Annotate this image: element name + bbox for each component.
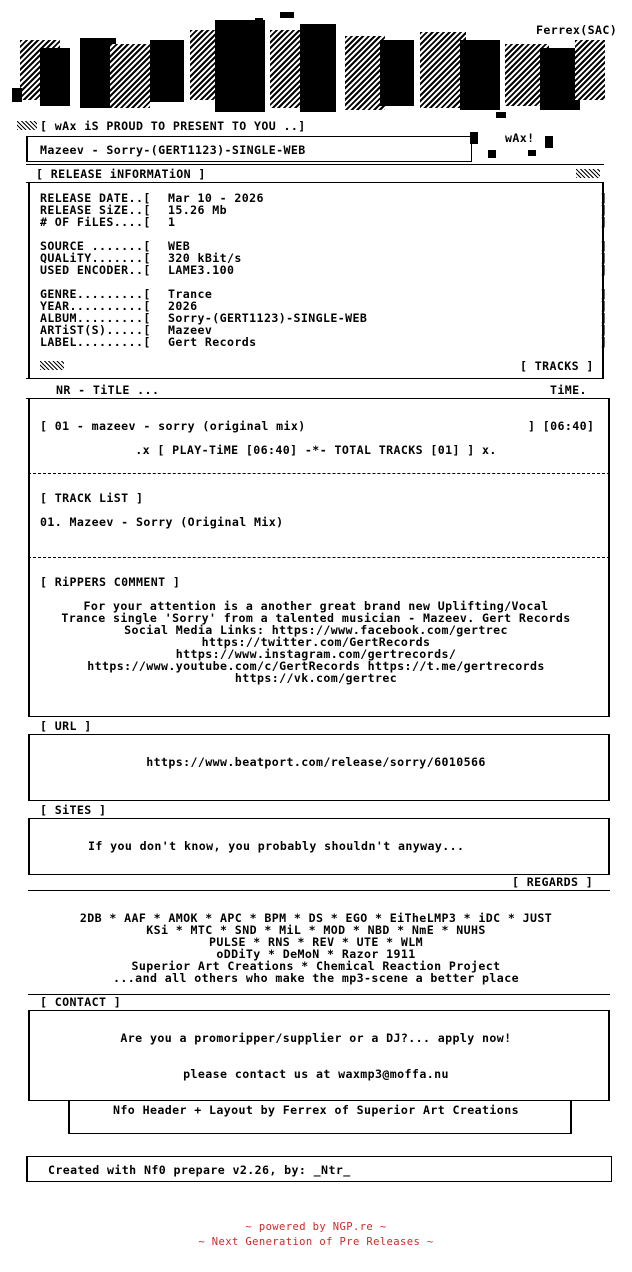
info-row-bracket: ] (600, 239, 608, 253)
regards-line: oDDiTy * DeMoN * Razor 1911 (216, 947, 416, 961)
footer-tagline: ~ Next Generation of Pre Releases ~ (198, 1236, 434, 1248)
tracks-label: [ TRACKS ] (520, 359, 594, 373)
url-label: [ URL ] (40, 719, 92, 733)
proud-line: [ wAx iS PROUD TO PRESENT TO YOU ..] (40, 119, 306, 133)
created-with: Created with Nf0 prepare v2.26, by: _Ntr_ (48, 1163, 351, 1177)
info-row-bracket: ] (600, 287, 608, 301)
col-title-header: NR - TiTLE ... (56, 383, 160, 397)
info-row-value: Gert Records (168, 335, 257, 349)
info-row-bracket: ] (600, 335, 608, 349)
info-row-bracket: ] (600, 191, 608, 205)
track-list-item: 01. Mazeev - Sorry (Original Mix) (40, 515, 284, 529)
info-row-label: GENRE.........[ (40, 287, 151, 301)
info-row-value: Sorry-(GERT1123)-SINGLE-WEB (168, 311, 368, 325)
info-row-label: ARTiST(S).....[ (40, 323, 151, 337)
rippers-comment-line: https://www.instagram.com/gertrecords/ (175, 647, 457, 661)
wax-tag: wAx! (505, 131, 535, 145)
info-row-value: 2026 (168, 299, 198, 313)
col-time-header: TiME. (550, 383, 587, 397)
info-row-label: SOURCE .......[ (40, 239, 151, 253)
contact-apply-line: Are you a promoripper/supplier or a DJ?... apply now! (120, 1031, 512, 1045)
regards-label: [ REGARDS ] (512, 875, 594, 889)
track-entry-time: ] [06:40] (528, 419, 595, 433)
info-row-label: RELEASE SiZE..[ (40, 203, 151, 217)
info-row-value: WEB (168, 239, 191, 253)
regards-line: PULSE * RNS * REV * UTE * WLM (208, 935, 424, 949)
hatch-ornament (40, 361, 64, 370)
info-row-value: 1 (168, 215, 176, 229)
info-row-value: Trance (168, 287, 213, 301)
info-row-label: YEAR..........[ (40, 299, 151, 313)
regards-line: Superior Art Creations * Chemical Reaction Project (131, 959, 501, 973)
rippers-comment-line: Trance single 'Sorry' from a talented musician - Mazeev. Gert Records (61, 611, 571, 625)
info-row-bracket: ] (600, 203, 608, 217)
info-row-value: LAME3.100 (168, 263, 235, 277)
regards-line: KSi * MTC * SND * MiL * MOD * NBD * NmE * NUHS (146, 923, 486, 937)
info-row-value: Mar 10 - 2026 (168, 191, 264, 205)
rippers-comment-line: https://vk.com/gertrec (234, 671, 398, 685)
track-entry: [ 01 - mazeev - sorry (original mix) (40, 419, 306, 433)
track-list-label: [ TRACK LiST ] (40, 491, 144, 505)
play-time-summary: .x [ PLAY-TiME [06:40] -*- TOTAL TRACKS [01] ] x. (135, 443, 497, 457)
info-row-label: QUALiTY.......[ (40, 251, 151, 265)
hatch-ornament (17, 121, 37, 130)
rippers-comment-label: [ RiPPERS C0MMENT ] (40, 575, 181, 589)
info-row-value: 15.26 Mb (168, 203, 228, 217)
info-row-bracket: ] (600, 263, 608, 277)
info-row-bracket: ] (600, 299, 608, 313)
rippers-comment-line: Social Media Links: https://www.facebook.com/gertrec (124, 623, 508, 637)
info-row-label: RELEASE DATE..[ (40, 191, 151, 205)
regards-line: ...and all others who make the mp3-scene a better place (113, 971, 519, 985)
rippers-comment-line: For your attention is a another great brand new Uplifting/Vocal (83, 599, 549, 613)
info-row-value: Mazeev (168, 323, 213, 337)
info-row-label: # OF FiLES....[ (40, 215, 151, 229)
info-row-value: 320 kBit/s (168, 251, 242, 265)
info-row-label: ALBUM.........[ (40, 311, 151, 325)
rippers-comment-line: https://www.youtube.com/c/GertRecords https://t.me/gertrecords (87, 659, 545, 673)
release-url[interactable]: https://www.beatport.com/release/sorry/6010566 (146, 755, 486, 769)
powered-by: ~ powered by NGP.re ~ (245, 1221, 387, 1233)
layout-credit: Nfo Header + Layout by Ferrex of Superior Art Creations (113, 1103, 519, 1117)
release-title: Mazeev - Sorry-(GERT1123)-SINGLE-WEB (40, 143, 306, 157)
artist-credit: Ferrex(SAC) (536, 23, 618, 37)
info-row-bracket: ] (600, 251, 608, 265)
hatch-ornament (576, 169, 600, 178)
release-info-label: [ RELEASE iNFORMATiON ] (36, 167, 206, 181)
info-row-label: USED ENCODER..[ (40, 263, 151, 277)
regards-line: 2DB * AAF * AMOK * APC * BPM * DS * EGO * EiTheLMP3 * iDC * JUST (79, 911, 553, 925)
sites-label: [ SiTES ] (40, 803, 107, 817)
info-row-bracket: ] (600, 311, 608, 325)
contact-email-line[interactable]: please contact us at waxmp3@moffa.nu (183, 1067, 449, 1081)
contact-label: [ CONTACT ] (40, 995, 122, 1009)
info-row-label: LABEL.........[ (40, 335, 151, 349)
rippers-comment-line: https://twitter.com/GertRecords (201, 635, 431, 649)
info-row-bracket: ] (600, 323, 608, 337)
info-row-bracket: ] (600, 215, 608, 229)
sites-text: If you don't know, you probably shouldn't anyway... (88, 839, 465, 853)
